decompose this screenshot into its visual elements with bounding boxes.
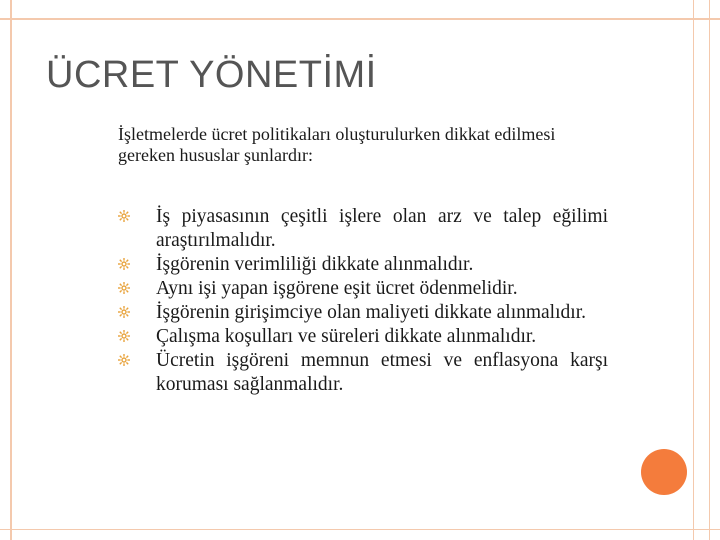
bullet-item: [118, 253, 608, 277]
frame-line-top: [0, 18, 720, 20]
bullet-text: İş piyasasının çeşitli işlere olan arz ve talep eğilimi araştırılmalıdır.: [156, 206, 608, 251]
bullet-item: [118, 277, 608, 301]
frame-line-left: [10, 0, 12, 540]
intro-text: İşletmelerde ücret politikaları oluşturulurken dikkat edilmesi gereken hususlar şunlardır:: [118, 124, 556, 165]
frame-line-bottom: [0, 529, 720, 531]
bullet-item: [118, 301, 608, 325]
bullet-list: [118, 205, 608, 397]
bullet-text: Ücretin işgöreni memnun etmesi ve enflasyona karşı koruması sağlanmalıdır.: [156, 350, 608, 395]
bullet-text: Aynı işi yapan işgörene eşit ücret ödenmelidir.: [156, 278, 518, 299]
sunburst-bullet-icon: [118, 306, 130, 318]
frame-line-right-inner: [693, 0, 695, 540]
sunburst-bullet-icon: [118, 282, 130, 294]
bullet-item: [118, 205, 608, 253]
sunburst-bullet-icon: [118, 330, 130, 342]
slide-title: ÜCRET YÖNETİMİ: [46, 54, 377, 96]
bullet-text: İşgörenin verimliliği dikkate alınmalıdır.: [156, 254, 474, 275]
sunburst-bullet-icon: [118, 210, 130, 222]
sunburst-bullet-icon: [118, 354, 130, 366]
bullet-item: [118, 349, 608, 397]
bullet-text: Çalışma koşulları ve süreleri dikkate alınmalıdır.: [156, 326, 537, 347]
bullet-item: [118, 325, 608, 349]
sunburst-bullet-icon: [118, 258, 130, 270]
frame-line-right: [709, 0, 711, 540]
bullet-text: İşgörenin girişimciye olan maliyeti dikkate alınmalıdır.: [156, 302, 586, 323]
decorative-circle: [641, 449, 687, 495]
